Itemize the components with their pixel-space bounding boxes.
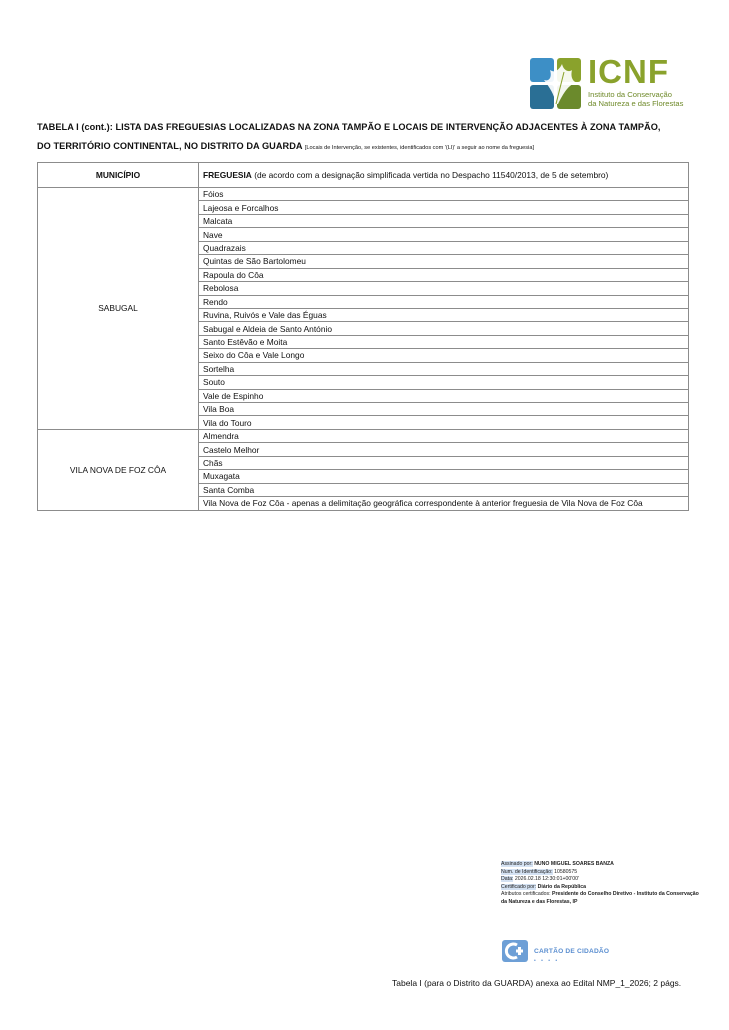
icnf-logo xyxy=(530,53,690,110)
header-freguesia xyxy=(199,163,689,188)
header-municipio: MUNICÍPIO xyxy=(38,163,199,188)
cartao-de-cidadao-icon xyxy=(502,940,528,962)
cartao-dots: • • • • xyxy=(534,958,560,964)
freguesia-cell: Lajeosa e Forcalhos xyxy=(199,201,689,214)
freguesias-table xyxy=(37,162,689,511)
page-footer: Tabela I (para o Distrito da GUARDA) anexa ao Edital NMP_1_2026; 2 págs. xyxy=(392,978,682,988)
attr-label: Atributos certificados: xyxy=(501,891,551,898)
freguesia-cell: Quintas de São Bartolomeu xyxy=(199,255,689,268)
freguesia-cell: Nave xyxy=(199,228,689,241)
freguesia-cell: Santa Comba xyxy=(199,483,689,496)
oak-leaf-logo-icon xyxy=(530,58,582,110)
freguesia-cell: Vale de Espinho xyxy=(199,389,689,402)
freguesia-cell: Seixo do Côa e Vale Longo xyxy=(199,349,689,362)
logo-subtitle-2: da Natureza e das Florestas xyxy=(588,99,684,108)
logo-subtitle-1: Instituto da Conservação xyxy=(588,90,673,99)
freguesia-cell: Rapoula do Côa xyxy=(199,268,689,281)
freguesia-cell: Rebolosa xyxy=(199,282,689,295)
signed-by-value: NUNO MIGUEL SOARES BANZA xyxy=(534,861,614,867)
digital-signature-block xyxy=(501,861,701,907)
freguesia-cell: Muxagata xyxy=(199,470,689,483)
freguesia-cell: Sortelha xyxy=(199,362,689,375)
header-freguesia-note: (de acordo com a designação simplificada vertida no Despacho 11540/2013, de 5 de setembro) xyxy=(254,170,609,180)
title-line-1: TABELA I (cont.): LISTA DAS FREGUESIAS LOCALIZADAS NA ZONA TAMPÃO E LOCAIS DE INTERVENÇÃO ADJACENTES À ZONA TAMPÃO, xyxy=(37,122,661,132)
signed-by-label: Assinado por: xyxy=(501,861,533,867)
header-freguesia-label: FREGUESIA xyxy=(203,170,252,180)
cartao-de-cidadao-badge xyxy=(502,940,622,966)
title-line-2 xyxy=(37,137,697,158)
freguesia-cell: Malcata xyxy=(199,214,689,227)
date-value: 2026.02.18 12:30:01+00'00' xyxy=(514,876,580,883)
freguesia-cell: Santo Estêvão e Moita xyxy=(199,335,689,348)
title-line-2-text: DO TERRITÓRIO CONTINENTAL, NO DISTRITO DA GUARDA xyxy=(37,141,303,151)
freguesia-cell: Fóios xyxy=(199,188,689,201)
freguesia-cell: Quadrazais xyxy=(199,241,689,254)
freguesia-cell: Vila do Touro xyxy=(199,416,689,429)
date-label: Data: xyxy=(501,876,514,883)
cert-label: Certificado por: xyxy=(501,883,537,890)
cartao-label: CARTÃO DE CIDADÃO xyxy=(534,948,610,955)
logo-acronym: ICNF xyxy=(588,53,669,90)
id-value: 10580575 xyxy=(554,868,578,875)
freguesia-cell: Vila Nova de Foz Côa - apenas a delimitação geográfica correspondente à anterior freguesia de Vila Nova de Foz Côa xyxy=(199,497,689,510)
title-note: [Locais de Intervenção, se existentes, identificados com '(LI)' a seguir ao nome da freguesia] xyxy=(304,145,534,151)
id-label: Num. de Identificação: xyxy=(501,868,553,875)
document-title xyxy=(37,118,697,158)
freguesia-cell: Chãs xyxy=(199,456,689,469)
table-body xyxy=(38,188,689,511)
freguesia-cell: Vila Boa xyxy=(199,403,689,416)
attr-value: Presidente do Conselho Diretivo - Instituto da Conservação da Natureza e das Florestas, IP xyxy=(501,891,699,905)
freguesia-cell: Rendo xyxy=(199,295,689,308)
freguesia-cell: Almendra xyxy=(199,429,689,442)
municipio-cell: VILA NOVA DE FOZ CÔA xyxy=(38,429,199,510)
freguesia-cell: Castelo Melhor xyxy=(199,443,689,456)
cert-value: Diário da República xyxy=(537,883,587,890)
logo-text xyxy=(588,54,698,108)
table-header-row xyxy=(38,163,689,188)
freguesia-cell: Ruvina, Ruivós e Vale das Éguas xyxy=(199,308,689,321)
freguesia-cell: Souto xyxy=(199,376,689,389)
municipio-cell: SABUGAL xyxy=(38,188,199,430)
freguesia-cell: Sabugal e Aldeia de Santo António xyxy=(199,322,689,335)
table-row xyxy=(38,429,689,442)
table-row xyxy=(38,188,689,201)
